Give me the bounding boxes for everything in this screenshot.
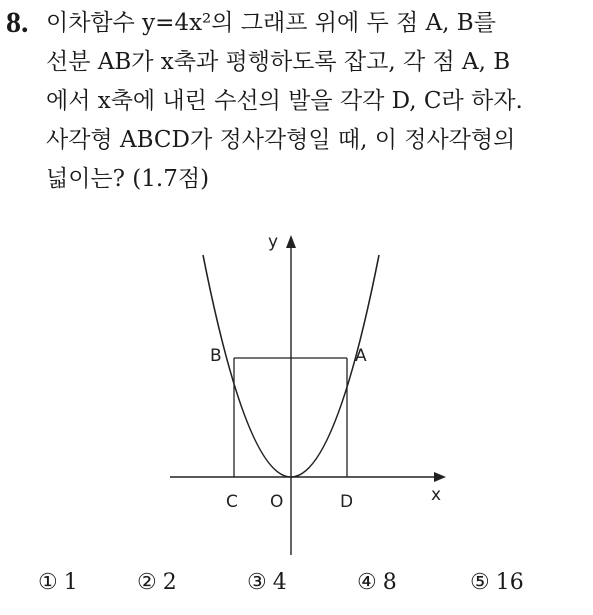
y-axis-label: y [268, 232, 279, 252]
problem-line-5: 넓이는? (1.7점) [46, 166, 210, 192]
choice-4-mark: ④ [357, 570, 377, 595]
problem-line-1: 이차함수 y=4x²의 그래프 위에 두 점 A, B를 [46, 10, 496, 36]
origin-label: O [270, 492, 284, 512]
graph-svg [170, 225, 460, 555]
choice-2-mark: ② [137, 570, 157, 595]
problem-line-3: 에서 x축에 내린 수선의 발을 각각 D, C라 하자. [46, 88, 523, 114]
choice-1[interactable] [38, 570, 78, 595]
x-axis-arrow [434, 472, 446, 482]
choice-5[interactable] [470, 570, 524, 595]
answer-choices [0, 570, 593, 606]
point-A-label: A [355, 346, 367, 366]
choice-4-value: 8 [382, 570, 397, 595]
choice-1-value: 1 [63, 570, 78, 595]
choice-5-mark: ⑤ [470, 570, 490, 595]
choice-3-mark: ③ [247, 570, 267, 595]
choice-3[interactable] [247, 570, 287, 595]
choice-5-value: 16 [495, 570, 524, 595]
choice-4[interactable] [357, 570, 397, 595]
point-B-label: B [210, 346, 222, 366]
choice-2[interactable] [137, 570, 177, 595]
parabola-graph [170, 225, 460, 555]
problem-line-2: 선분 AB가 x축과 평행하도록 잡고, 각 점 A, B [46, 49, 511, 75]
problem-line-4: 사각형 ABCD가 정사각형일 때, 이 정사각형의 [46, 127, 516, 153]
point-D-label: D [340, 492, 354, 512]
point-C-label: C [226, 492, 238, 512]
choice-3-value: 4 [272, 570, 287, 595]
problem-number: 8. [6, 6, 29, 39]
problem-text [46, 4, 586, 199]
y-axis-arrow [286, 235, 296, 248]
choice-1-mark: ① [38, 570, 58, 595]
choice-2-value: 2 [162, 570, 177, 595]
x-axis-label: x [431, 485, 442, 505]
